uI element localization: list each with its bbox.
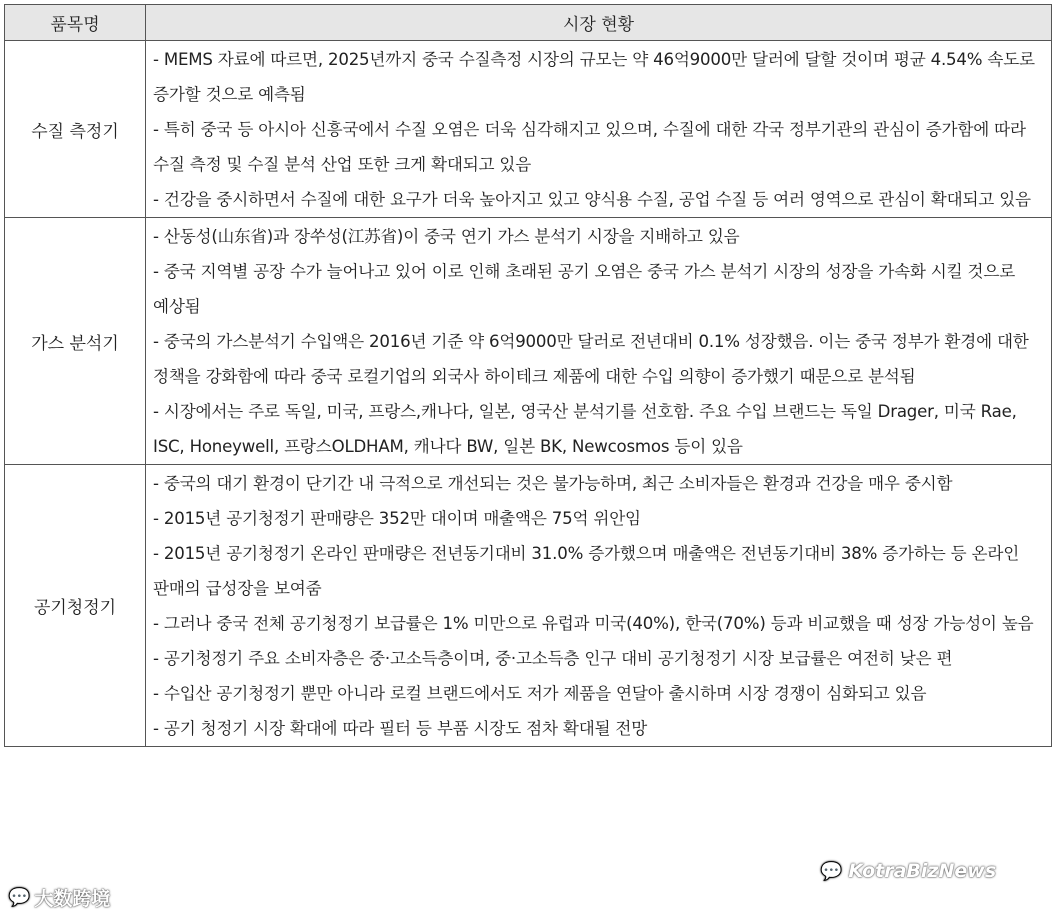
status-line: - 2015년 공기청정기 온라인 판매량은 전년동기대비 31.0% 증가했으며 매출액은 전년동기대비 38% 증가하는 등 온라인 판매의 급성장을 보여줌: [153, 544, 1020, 598]
status-line: - 2015년 공기청정기 판매량은 352만 대이며 매출액은 75억 위안임: [153, 509, 641, 528]
table-row: [5, 465, 1052, 747]
table-header-row: [5, 5, 1052, 41]
status-line: - 그러나 중국 전체 공기청정기 보급률은 1% 미만으로 유럽과 미국(40%), 한국(70%) 등과 비교했을 때 성장 가능성이 높음: [153, 614, 1034, 633]
header-market-status: 시장 현황: [146, 5, 1052, 41]
status-line: - 수입산 공기청정기 뿐만 아니라 로컬 브랜드에서도 저가 제품을 연달아 출시하며 시장 경쟁이 심화되고 있음: [153, 684, 927, 703]
market-status-cell: [146, 218, 1052, 465]
status-line: - MEMS 자료에 따르면, 2025년까지 중국 수질측정 시장의 규모는 약 46억9000만 달러에 달할 것이며 평균 4.54% 속도로 증가할 것으로 예측됨: [153, 50, 1035, 104]
status-line: - 특히 중국 등 아시아 신흥국에서 수질 오염은 더욱 심각해지고 있으며, 수질에 대한 각국 정부기관의 관심이 증가함에 따라 수질 측정 및 수질 분석 산업 또한 크게 확대되고 있음: [153, 120, 1026, 174]
status-line: - 중국의 대기 환경이 단기간 내 극적으로 개선되는 것은 불가능하며, 최근 소비자들은 환경과 건강을 매우 중시함: [153, 474, 953, 493]
item-name-cell: 수질 측정기: [5, 41, 146, 218]
chat-bubble-icon: 💬: [8, 887, 31, 908]
status-line: - 중국의 가스분석기 수입액은 2016년 기준 약 6억9000만 달러로 전년대비 0.1% 성장했음. 이는 중국 정부가 환경에 대한 정책을 강화함에 따라 중국 로컬기업의 외국사 하이테크 제품에 대한 수입 의향이 증가했기 때문으로 분석됨: [153, 332, 1029, 386]
status-line: - 시장에서는 주로 독일, 미국, 프랑스,캐나다, 일본, 영국산 분석기를 선호함. 주요 수입 브랜드는 독일 Drager, 미국 Rae, ISC, Honeywell, 프랑스OLDHAM, 캐나다 BW, 일본 BK, Newcosmos 등이 있음: [153, 402, 1017, 456]
header-item-name: 품목명: [5, 5, 146, 41]
market-status-table: [4, 4, 1052, 747]
status-line: - 건강을 중시하면서 수질에 대한 요구가 더욱 높아지고 있고 양식용 수질, 공업 수질 등 여러 영역으로 관심이 확대되고 있음: [153, 190, 1031, 209]
watermark-right-text: KotraBizNews: [848, 860, 997, 882]
market-status-cell: [146, 41, 1052, 218]
item-name-cell: 공기청정기: [5, 465, 146, 747]
table-row: [5, 218, 1052, 465]
watermark-left-text: 大数跨境: [34, 888, 111, 910]
table-row: [5, 41, 1052, 218]
wechat-icon: 💬: [820, 860, 843, 882]
watermark-right: [820, 860, 996, 882]
watermark-left: [8, 884, 110, 911]
status-line: - 중국 지역별 공장 수가 늘어나고 있어 이로 인해 초래된 공기 오염은 중국 가스 분석기 시장의 성장을 가속화 시킬 것으로 예상됨: [153, 262, 1016, 316]
status-line: - 산동성(山东省)과 장쑤성(江苏省)이 중국 연기 가스 분석기 시장을 지배하고 있음: [153, 227, 740, 246]
item-name-cell: 가스 분석기: [5, 218, 146, 465]
market-status-cell: [146, 465, 1052, 747]
status-line: - 공기 청정기 시장 확대에 따라 필터 등 부품 시장도 점차 확대될 전망: [153, 719, 648, 738]
status-line: - 공기청정기 주요 소비자층은 중·고소득층이며, 중·고소득층 인구 대비 공기청정기 시장 보급률은 여전히 낮은 편: [153, 649, 953, 668]
